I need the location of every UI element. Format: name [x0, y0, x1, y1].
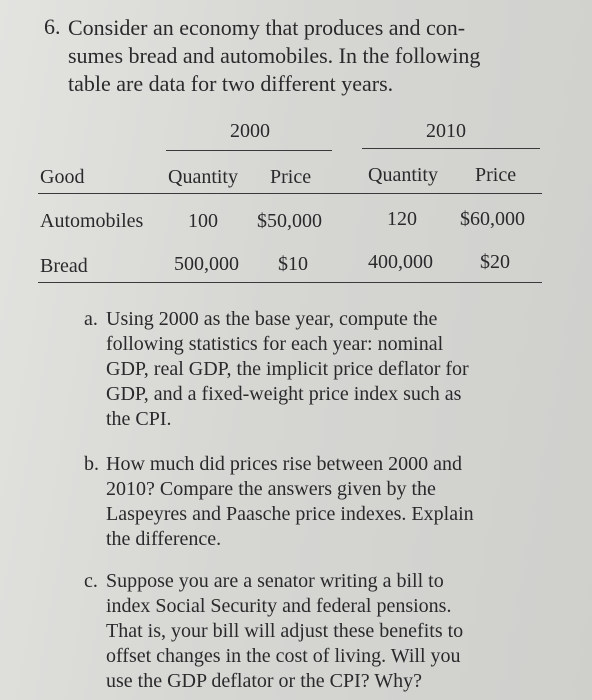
column-header-price-2000: Price — [270, 166, 312, 188]
year-rule-2000 — [166, 150, 332, 151]
question-number: 6. — [44, 14, 61, 39]
part-line: Suppose you are a senator writing a bill to — [106, 570, 444, 592]
part-letter: c. — [84, 570, 98, 592]
part-line: How much did prices rise between 2000 and — [106, 453, 463, 475]
part-line: index Social Security and federal pensions. — [106, 595, 452, 617]
column-header-quantity-2010: Quantity — [368, 164, 438, 186]
year-header-2000: 2000 — [230, 120, 270, 142]
table-cell-price-2010: $20 — [480, 251, 510, 273]
table-cell-good: Automobiles — [40, 210, 144, 232]
table-cell-quantity-2000: 100 — [188, 210, 218, 232]
part-line: the difference. — [106, 528, 222, 550]
part-line: offset changes in the cost of living. Will you — [106, 645, 461, 667]
question-part-a — [84, 307, 524, 432]
question-line: table are data for two different years. — [68, 71, 394, 96]
question-part-b — [84, 452, 524, 552]
table-cell-quantity-2010: 400,000 — [368, 251, 433, 273]
question-text — [68, 14, 538, 98]
part-letter: b. — [84, 453, 99, 475]
column-header-quantity-2000: Quantity — [168, 166, 238, 188]
part-text — [106, 307, 524, 432]
part-line: Using 2000 as the base year, compute the — [106, 308, 438, 330]
part-line: GDP, and a fixed-weight price index such as — [106, 383, 462, 405]
part-line: GDP, real GDP, the implicit price deflator for — [106, 358, 469, 380]
year-header-2010: 2010 — [426, 120, 466, 142]
part-text — [106, 569, 524, 694]
part-line: Laspeyres and Paasche price indexes. Explain — [106, 503, 474, 525]
part-text — [106, 452, 524, 552]
part-line: 2010? Compare the answers given by the — [106, 478, 436, 500]
part-line: the CPI. — [106, 408, 172, 430]
part-line: That is, your bill will adjust these benefits to — [106, 620, 464, 642]
column-header-good: Good — [40, 166, 85, 188]
table-bottom-rule — [38, 282, 542, 283]
header-rule — [38, 193, 542, 194]
year-rule-2010 — [362, 148, 540, 149]
part-line: use the GDP deflator or the CPI? Why? — [106, 670, 423, 692]
question-line: sumes bread and automobiles. In the following — [68, 43, 481, 68]
table-cell-quantity-2000: 500,000 — [174, 253, 239, 275]
column-header-price-2010: Price — [475, 164, 517, 186]
question-part-c — [84, 569, 524, 694]
table-cell-price-2000: $50,000 — [257, 210, 322, 232]
table-cell-good: Bread — [40, 255, 88, 277]
table-cell-price-2010: $60,000 — [460, 208, 525, 230]
table-cell-price-2000: $10 — [278, 253, 308, 275]
part-letter: a. — [84, 308, 98, 330]
part-line: following statistics for each year: nominal — [106, 333, 444, 355]
question-line: Consider an economy that produces and con- — [68, 15, 466, 40]
table-cell-quantity-2010: 120 — [387, 208, 417, 230]
